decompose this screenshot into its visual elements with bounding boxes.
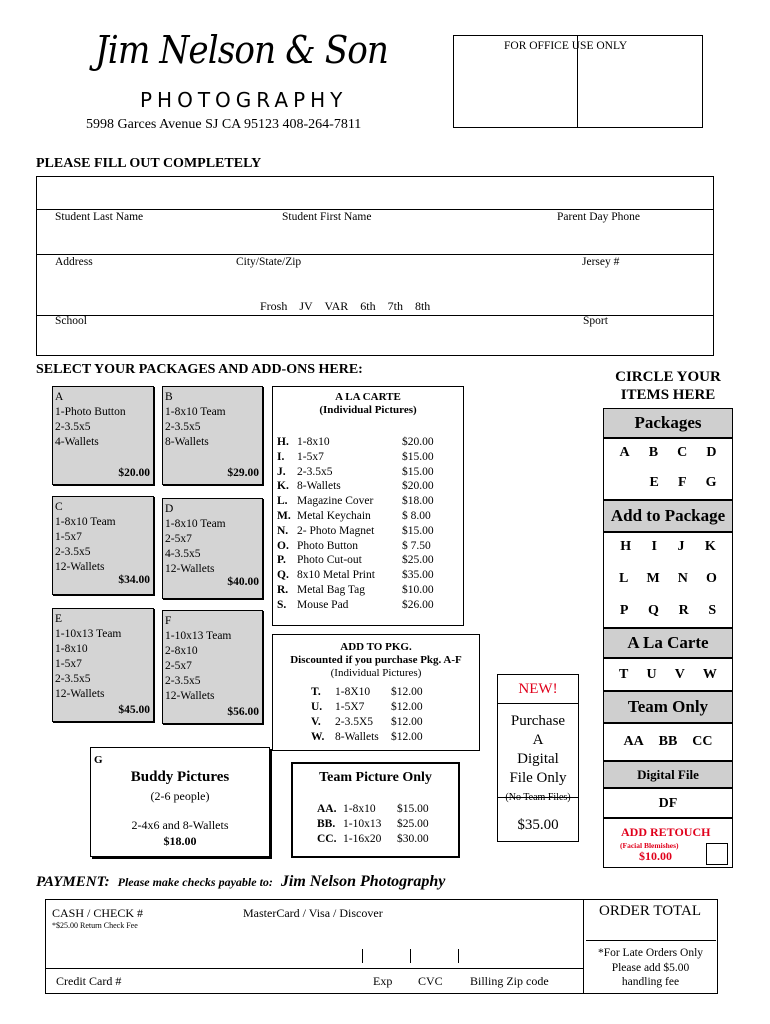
side-choice-w[interactable]: W <box>702 667 717 682</box>
side-choice-k[interactable]: K <box>704 539 716 554</box>
package-item: 2-3.5x5 <box>55 421 91 433</box>
logo-sub: PHOTOGRAPHY <box>140 88 348 112</box>
package-item: 2-3.5x5 <box>165 675 201 687</box>
item-name: 8-Wallets <box>335 731 379 743</box>
grade-var[interactable]: VAR <box>324 299 349 313</box>
alacarte-item <box>277 435 459 450</box>
package-item: 12-Wallets <box>55 688 105 700</box>
buddy-pictures-box[interactable] <box>90 747 270 857</box>
package-item: 1-8x10 Team <box>55 516 116 528</box>
late-order-note: *For Late Orders Only <box>597 947 704 959</box>
buddy-letter: G <box>94 754 103 766</box>
studio-address: 5998 Garces Avenue SJ CA 95123 408-264-7811 <box>86 117 362 132</box>
late-order-note: Please add $5.00 <box>611 961 690 974</box>
side-choice-t[interactable]: T <box>619 667 629 682</box>
package-letter: B <box>165 391 173 403</box>
package-item: 12-Wallets <box>165 690 215 702</box>
package-item: 2-3.5x5 <box>55 546 91 558</box>
alacarte-header: A La Carte <box>603 628 733 658</box>
package-price: $56.00 <box>227 706 259 718</box>
package-price: $20.00 <box>118 467 150 479</box>
student-first-name-field[interactable]: Student First Name <box>282 211 372 223</box>
logo-script: Jim Nelson & Son <box>95 28 389 72</box>
package-letter: A <box>55 391 64 403</box>
retouch-price: $10.00 <box>639 849 672 863</box>
side-choice-v[interactable]: V <box>674 667 685 682</box>
package-e[interactable] <box>52 608 154 722</box>
team-item <box>317 832 429 847</box>
alacarte-item <box>277 598 459 613</box>
package-item: 1-8x10 <box>55 643 88 655</box>
item-code: O. <box>277 539 289 552</box>
jersey-field[interactable]: Jersey # <box>582 256 620 268</box>
student-last-name-field[interactable]: Student Last Name <box>55 211 144 223</box>
add-to-pkg-item <box>311 685 471 700</box>
item-price: $ 8.00 <box>402 509 431 522</box>
office-use-box <box>453 35 703 128</box>
circle-title-line: CIRCLE YOUR <box>615 369 721 385</box>
alacarte-item <box>277 539 459 554</box>
add-to-pkg-subtitle: Discounted if you purchase Pkg. A-F <box>290 654 462 666</box>
item-name: 2- Photo Magnet <box>297 524 375 537</box>
package-item: 2-5x7 <box>165 660 192 672</box>
billing-zip-field[interactable]: Billing Zip code <box>470 974 549 988</box>
buddy-desc: 2-4x6 and 8-Wallets <box>131 818 229 832</box>
package-item: 8-Wallets <box>165 436 209 448</box>
package-price: $34.00 <box>118 574 150 586</box>
side-choice-bb[interactable]: BB <box>658 734 678 749</box>
item-price: $35.00 <box>402 569 434 582</box>
parent-day-phone-field[interactable]: Parent Day Phone <box>557 211 641 223</box>
side-choice-l[interactable]: L <box>619 571 629 586</box>
side-choice-i[interactable]: I <box>651 539 657 554</box>
package-a[interactable] <box>52 386 154 485</box>
item-name: Photo Button <box>297 539 359 552</box>
alacarte-item <box>277 583 459 598</box>
alacarte-list <box>277 435 459 613</box>
retouch-label: ADD RETOUCH <box>621 825 711 839</box>
digital-file-header: Digital File <box>603 761 733 788</box>
new-badge: NEW! <box>518 681 558 697</box>
package-item: 1-10x13 Team <box>165 630 232 642</box>
package-item: 1-10x13 Team <box>55 628 122 640</box>
payment-note: Please make checks payable to: <box>117 875 273 889</box>
team-item <box>317 817 429 832</box>
item-name: 1-16x20 <box>343 833 382 845</box>
grade-options <box>260 299 430 314</box>
package-d[interactable] <box>162 498 263 599</box>
credit-card-field[interactable]: Credit Card # <box>56 974 122 988</box>
item-code: H. <box>277 436 289 448</box>
package-item: 2-3.5x5 <box>165 421 201 433</box>
card-types: MasterCard / Visa / Discover <box>243 906 383 920</box>
package-item: 2-3.5x5 <box>55 673 91 685</box>
digital-line: Purchase <box>510 713 566 729</box>
side-choice-e[interactable]: E <box>649 475 659 490</box>
item-name: 8-Wallets <box>297 480 341 493</box>
alacarte-item <box>277 509 459 524</box>
select-packages-title: SELECT YOUR PACKAGES AND ADD-ONS HERE: <box>36 362 363 377</box>
package-item: 1-Photo Button <box>55 406 126 418</box>
side-choice-cc[interactable]: CC <box>692 734 713 749</box>
side-choice-c[interactable]: C <box>677 445 688 460</box>
side-choice-a[interactable]: A <box>619 445 630 460</box>
side-choice-o[interactable]: O <box>706 571 717 586</box>
package-item: 1-8x10 Team <box>165 518 226 530</box>
item-name: 1-8x10 <box>297 436 330 448</box>
item-name: 8x10 Metal Print <box>297 569 375 582</box>
item-price: $25.00 <box>402 554 434 567</box>
item-code: L. <box>277 495 288 508</box>
item-code: CC. <box>317 833 337 845</box>
item-name: Metal Bag Tag <box>297 583 365 596</box>
packages-header: Packages <box>603 408 733 438</box>
exp-field[interactable]: Exp <box>373 974 393 988</box>
add-to-pkg-title: ADD TO PKG. <box>340 641 412 653</box>
side-choice-j[interactable]: J <box>677 539 685 554</box>
side-choice-r[interactable]: R <box>678 603 689 618</box>
package-price: $29.00 <box>227 467 259 479</box>
grade-frosh[interactable]: Frosh <box>260 299 288 313</box>
item-code: K. <box>277 480 289 493</box>
order-total-label: ORDER TOTAL <box>599 903 701 919</box>
item-price: $12.00 <box>391 701 423 713</box>
team-only-header: Team Only <box>603 691 733 723</box>
item-code: S. <box>277 598 287 611</box>
item-price: $15.00 <box>397 803 429 815</box>
item-price: $10.00 <box>402 583 434 596</box>
side-choice-df[interactable]: DF <box>658 796 678 811</box>
add-to-pkg-box <box>272 634 480 751</box>
digital-line: Digital <box>517 751 559 767</box>
item-price: $12.00 <box>391 716 423 728</box>
side-choice-p[interactable]: P <box>619 603 629 618</box>
package-item: 2-8x10 <box>165 645 198 657</box>
item-name: Metal Keychain <box>297 509 371 522</box>
digital-line: File Only <box>509 770 567 786</box>
alacarte-item <box>277 494 459 509</box>
add-to-package-grid <box>603 532 733 628</box>
team-only-grid <box>603 723 733 761</box>
packages-grid <box>603 438 733 500</box>
grade-8th[interactable]: 8th <box>414 299 431 313</box>
side-choice-q[interactable]: Q <box>648 603 659 618</box>
circle-title-line: ITEMS HERE <box>620 387 716 403</box>
package-item: 1-5x7 <box>55 531 82 543</box>
item-name: 1-10x13 <box>343 818 382 830</box>
item-price: $20.00 <box>402 480 434 493</box>
item-code: N. <box>277 524 289 537</box>
item-code: W. <box>311 731 325 743</box>
retouch-checkbox[interactable] <box>706 843 728 865</box>
alacarte-grid <box>603 658 733 691</box>
item-price: $18.00 <box>402 495 434 508</box>
item-name: Photo Cut-out <box>297 554 362 567</box>
item-code: R. <box>277 583 289 596</box>
payment-line <box>36 873 445 891</box>
address-field[interactable]: Address <box>55 256 93 268</box>
item-code: I. <box>277 450 285 463</box>
package-price: $40.00 <box>227 576 259 588</box>
add-to-pkg-item <box>311 715 471 730</box>
digital-file-grid <box>603 788 733 818</box>
team-item <box>317 802 429 817</box>
item-price: $15.00 <box>402 524 434 537</box>
package-item: 12-Wallets <box>55 561 105 573</box>
buddy-people: (2-6 people) <box>150 789 210 803</box>
add-to-pkg-list <box>311 685 471 745</box>
side-choice-g[interactable]: G <box>705 475 717 490</box>
cvc-field[interactable]: CVC <box>418 974 443 988</box>
alacarte-title: A LA CARTE <box>335 391 401 403</box>
grade-6th[interactable]: 6th <box>360 299 376 313</box>
item-code: T. <box>311 686 321 698</box>
add-to-pkg-item <box>311 700 471 715</box>
alacarte-item <box>277 568 459 583</box>
package-item: 4-Wallets <box>55 436 99 448</box>
payment-label: PAYMENT: <box>36 874 110 890</box>
item-name: Mouse Pad <box>297 598 349 611</box>
grade-jv[interactable]: JV <box>299 299 313 313</box>
item-name: 1-5X7 <box>335 701 365 713</box>
side-choice-m[interactable]: M <box>646 571 660 586</box>
return-check-fee: *$25.00 Return Check Fee <box>52 921 138 930</box>
item-name: 1-8X10 <box>335 686 371 698</box>
item-name: Magazine Cover <box>297 495 374 508</box>
side-choice-s[interactable]: S <box>708 603 717 618</box>
side-choice-h[interactable]: H <box>620 539 632 554</box>
alacarte-subtitle: (Individual Pictures) <box>319 404 417 416</box>
package-price: $45.00 <box>118 704 150 716</box>
add-to-pkg-item <box>311 730 471 745</box>
buddy-title: Buddy Pictures <box>130 769 230 785</box>
side-choice-f[interactable]: F <box>677 475 687 490</box>
digital-file-box[interactable] <box>497 674 579 842</box>
package-item: 12-Wallets <box>165 563 215 575</box>
item-price: $30.00 <box>397 833 429 845</box>
retouch-box[interactable] <box>603 818 733 868</box>
side-choice-aa[interactable]: AA <box>623 734 644 749</box>
payment-payee: Jim Nelson Photography <box>280 873 446 890</box>
sport-field[interactable]: Sport <box>583 315 608 327</box>
item-code: Q. <box>277 569 289 582</box>
package-letter: C <box>55 501 63 513</box>
item-price: $26.00 <box>402 598 434 611</box>
logo <box>95 28 395 128</box>
side-choice-u[interactable]: U <box>646 667 657 682</box>
alacarte-item <box>277 450 459 465</box>
retouch-note: (Facial Blemishes) <box>620 841 679 850</box>
alacarte-item <box>277 479 459 494</box>
item-code: BB. <box>317 818 336 830</box>
school-field[interactable]: School <box>55 315 87 327</box>
package-item: 4-3.5x5 <box>165 548 201 560</box>
alacarte-item <box>277 465 459 480</box>
item-price: $25.00 <box>397 818 429 830</box>
package-letter: D <box>165 503 174 515</box>
item-code: V. <box>311 716 321 728</box>
package-item: 1-5x7 <box>55 658 82 670</box>
city-state-zip-field[interactable]: City/State/Zip <box>236 256 302 268</box>
digital-line: A <box>532 732 544 748</box>
team-list <box>317 802 429 847</box>
item-price: $12.00 <box>391 731 423 743</box>
item-code: M. <box>277 509 291 522</box>
item-name: 2-3.5X5 <box>335 716 374 728</box>
circle-items-title <box>603 368 733 404</box>
package-letter: E <box>55 613 63 625</box>
item-code: AA. <box>317 803 337 815</box>
item-code: J. <box>277 465 286 478</box>
cash-check-field[interactable]: CASH / CHECK # <box>52 906 144 920</box>
item-code: P. <box>277 554 286 567</box>
package-b[interactable] <box>162 386 263 485</box>
alacarte-item <box>277 524 459 539</box>
item-name: 1-8x10 <box>343 803 376 815</box>
item-price: $12.00 <box>391 686 423 698</box>
team-picture-box[interactable] <box>291 762 460 858</box>
package-item: 1-8x10 Team <box>165 406 226 418</box>
item-name: 1-5x7 <box>297 450 324 463</box>
item-name: 2-3.5x5 <box>297 465 333 478</box>
buddy-price: $18.00 <box>163 834 197 848</box>
digital-price: $35.00 <box>517 817 559 833</box>
side-choice-b[interactable]: B <box>648 445 659 460</box>
alacarte-item <box>277 553 459 568</box>
grade-7th[interactable]: 7th <box>387 299 403 313</box>
form-title: PLEASE FILL OUT COMPLETELY <box>36 156 262 171</box>
item-price: $15.00 <box>402 465 434 478</box>
item-price: $15.00 <box>402 450 434 463</box>
add-to-pkg-note: (Individual Pictures) <box>330 667 422 679</box>
payment-box <box>45 899 718 994</box>
team-title: Team Picture Only <box>319 770 432 785</box>
alacarte-box <box>272 386 464 626</box>
package-item: 2-5x7 <box>165 533 192 545</box>
package-f[interactable] <box>162 610 263 724</box>
add-to-package-header: Add to Package <box>603 500 733 532</box>
item-price: $ 7.50 <box>402 539 431 552</box>
package-letter: F <box>165 615 172 627</box>
item-code: U. <box>311 701 323 713</box>
item-price: $20.00 <box>402 436 434 448</box>
late-order-note: handling fee <box>621 976 680 988</box>
office-use-label: FOR OFFICE USE ONLY <box>504 40 628 52</box>
package-c[interactable] <box>52 496 154 595</box>
side-choice-d[interactable]: D <box>706 445 717 460</box>
side-choice-n[interactable]: N <box>677 571 688 586</box>
